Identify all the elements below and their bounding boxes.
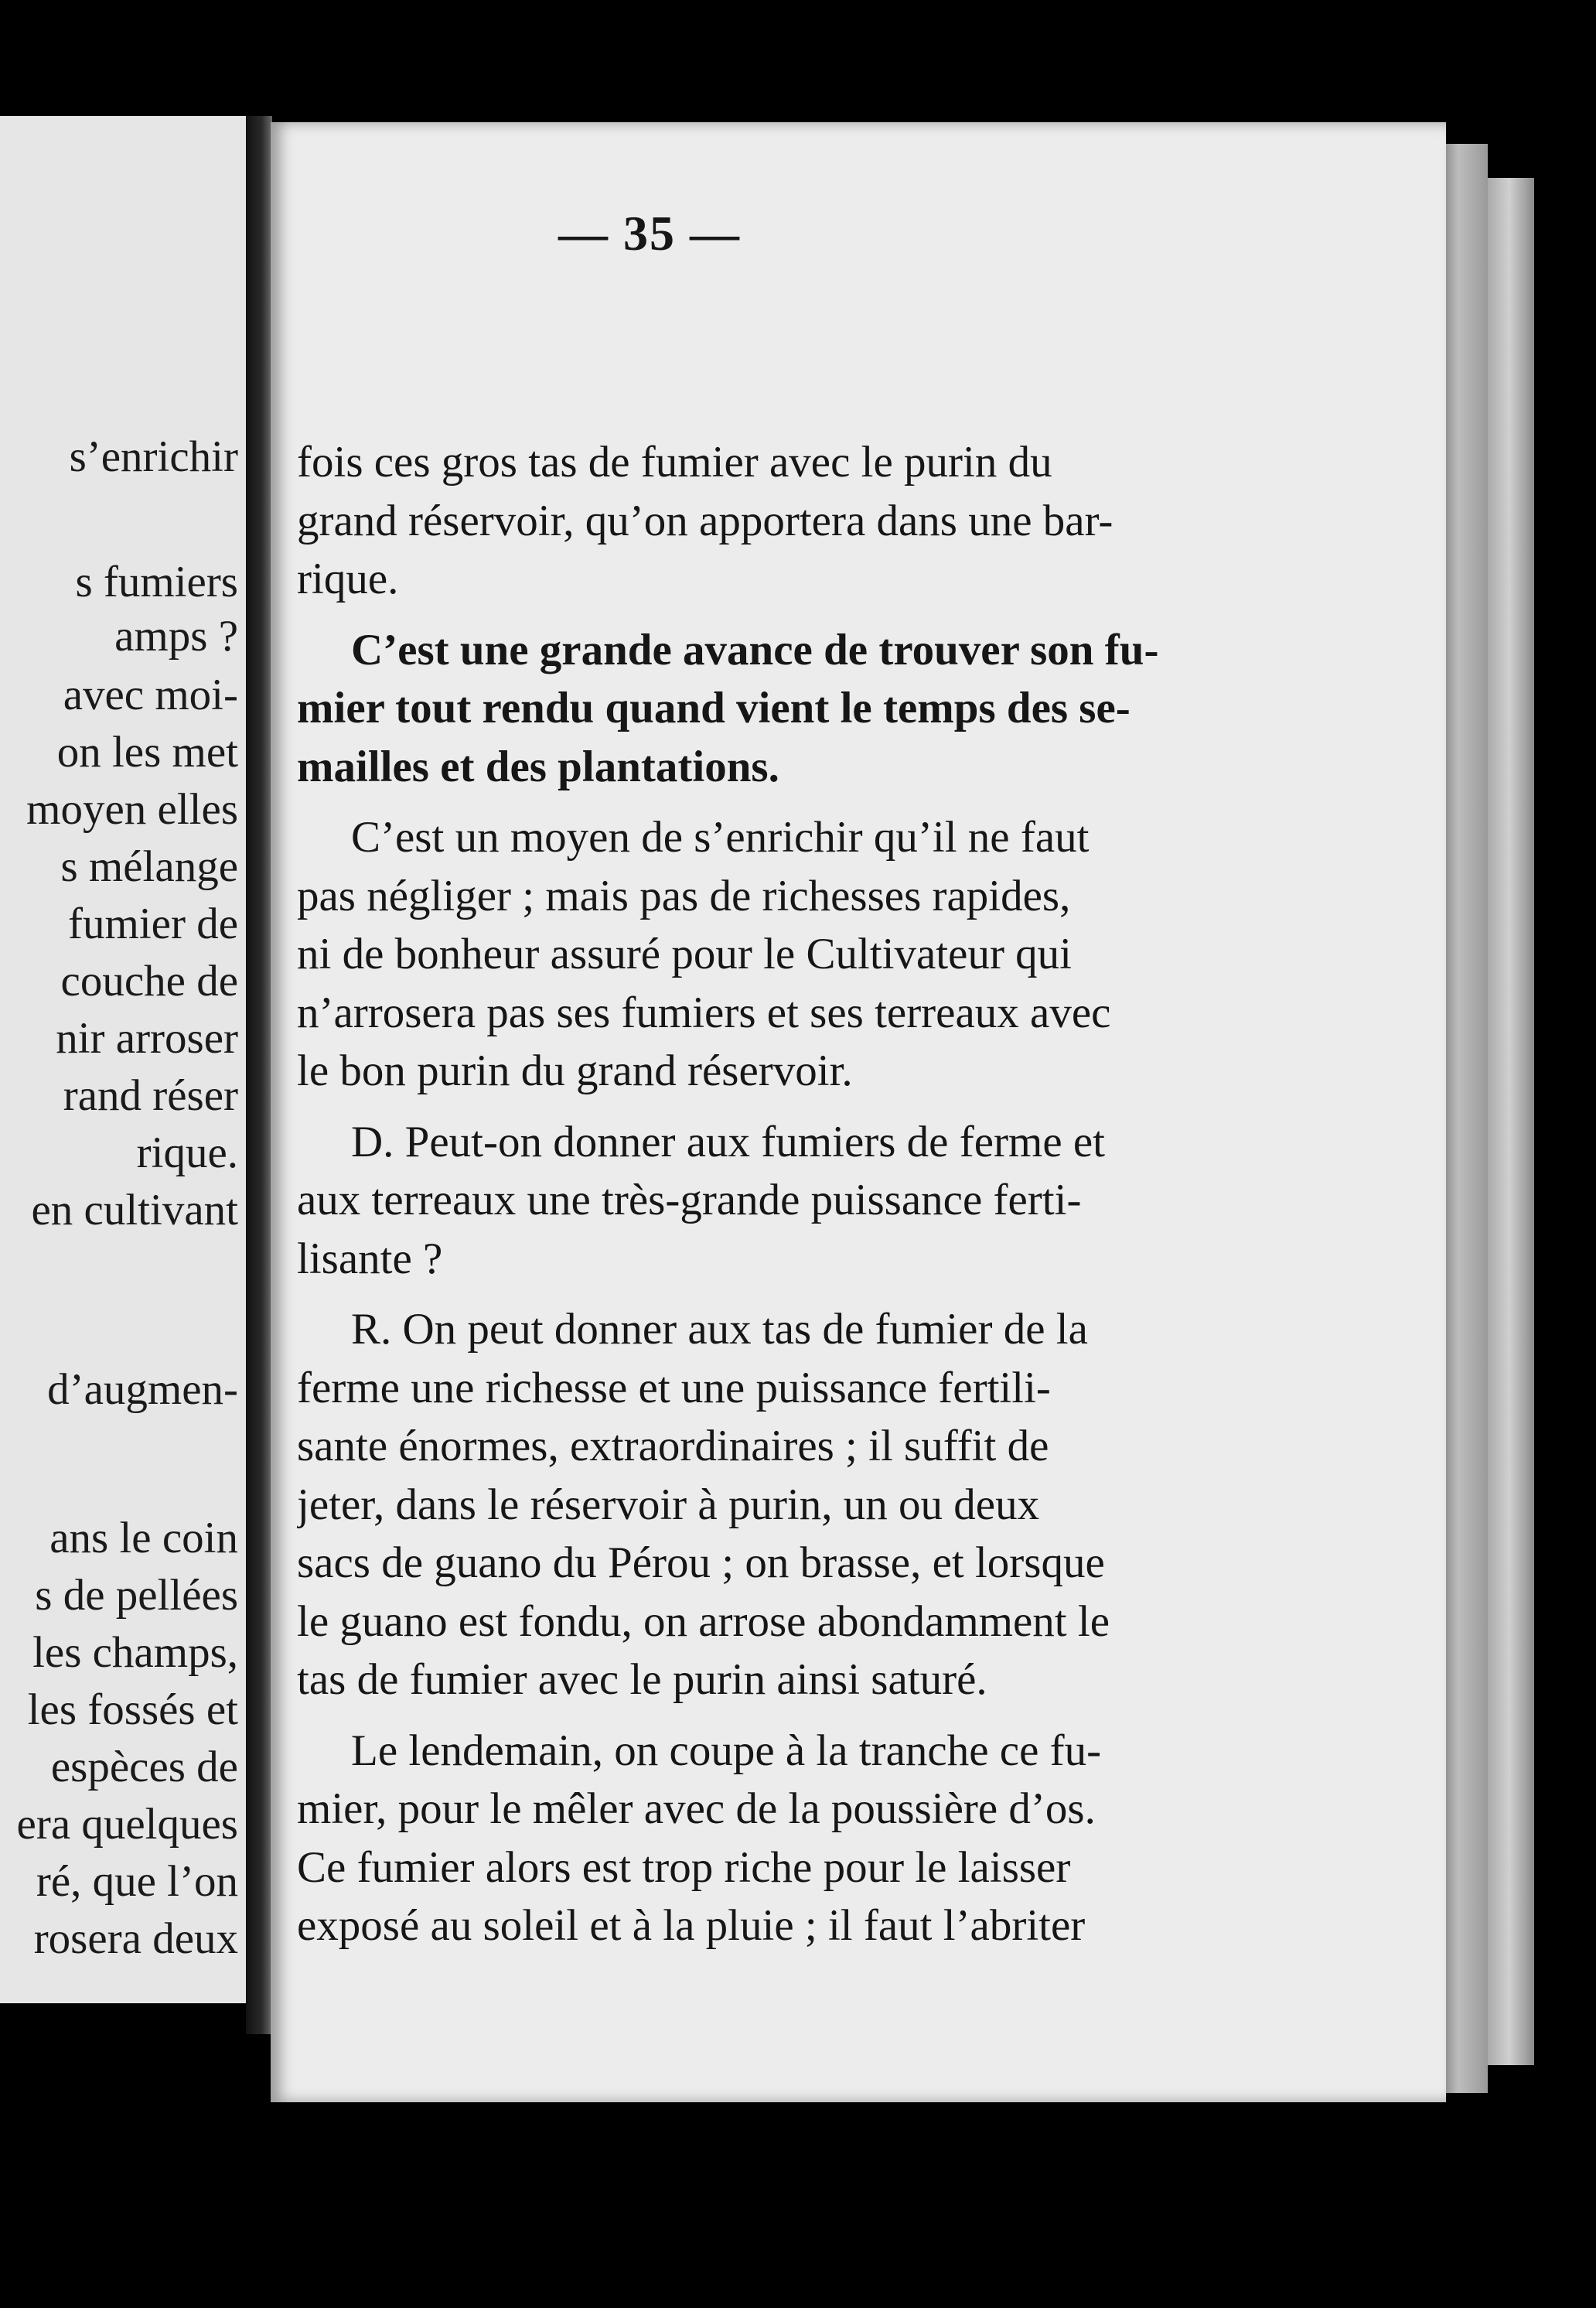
text-line: jeter, dans le réservoir à purin, un ou deux — [297, 1480, 1040, 1529]
text-line: ni de bonheur assuré pour le Cultivateur qui — [297, 930, 1073, 978]
page-body-text — [297, 433, 1279, 1955]
text-line: lisante ? — [297, 1234, 443, 1283]
page-number: — 35 — — [558, 206, 741, 261]
previous-page — [0, 116, 252, 2003]
left-page-line: les champs, — [32, 1628, 238, 1677]
left-page-line: amps ? — [114, 612, 238, 661]
book-gutter — [246, 116, 272, 2034]
text-line: n’arrosera pas ses fumiers et ses terreaux avec — [297, 988, 1111, 1037]
left-page-line: on les met — [56, 728, 238, 777]
text-line: sante énormes, extraordinaires ; il suffit de — [297, 1422, 1049, 1470]
text-line: exposé au soleil et à la pluie ; il faut l’abriter — [297, 1901, 1086, 1950]
paragraph — [297, 621, 1279, 797]
text-line: le guano est fondu, on arrose abondamment le — [297, 1596, 1110, 1646]
text-line: pas négliger ; mais pas de richesses rapides, — [297, 871, 1071, 920]
text-line: sacs de guano du Pérou ; on brasse, et lorsque — [297, 1538, 1105, 1587]
left-page-line: les fossés et — [27, 1685, 238, 1734]
paragraph — [297, 1113, 1279, 1289]
left-page-line: nir arroser — [56, 1014, 238, 1063]
left-page-line: s fumiers — [75, 558, 238, 606]
left-page-line: fumier de — [68, 900, 238, 948]
left-page-line: espèces de — [50, 1743, 238, 1791]
left-page-line: couche de — [60, 957, 238, 1005]
text-line: ferme une richesse et une puissance fertili- — [297, 1363, 1051, 1412]
left-page-line: d’augmen- — [47, 1365, 238, 1414]
text-line: mailles et des plantations. — [297, 742, 779, 791]
text-line: C’est un moyen de s’enrichir qu’il ne faut — [351, 813, 1090, 862]
left-page-line: ans le coin — [49, 1514, 238, 1562]
left-page-line: s’enrichir — [69, 432, 238, 481]
left-page-line: avec moi- — [63, 671, 238, 719]
paragraph — [297, 1722, 1279, 1955]
text-line: C’est une grande avance de trouver son fu- — [351, 625, 1159, 674]
left-page-line: ré, que l’on — [36, 1857, 238, 1906]
left-page-line: s mélange — [60, 842, 238, 891]
left-page-line: s de pellées — [35, 1571, 238, 1620]
text-line: aux terreaux une très-grande puissance ferti- — [297, 1176, 1082, 1224]
paragraph — [297, 1300, 1279, 1709]
text-line: rique. — [297, 555, 399, 603]
paragraph — [297, 808, 1279, 1101]
left-page-line: rique. — [136, 1128, 238, 1177]
text-line: Le lendemain, on coupe à la tranche ce fu- — [351, 1726, 1102, 1775]
text-line: grand réservoir, qu’on apportera dans une bar- — [297, 496, 1113, 545]
text-line: R. On peut donner aux tas de fumier de la — [351, 1305, 1088, 1354]
text-line: D. Peut-on donner aux fumiers de ferme et — [351, 1117, 1106, 1166]
paragraph — [297, 433, 1279, 609]
text-line: fois ces gros tas de fumier avec le purin du — [297, 438, 1052, 487]
text-line: le bon purin du grand réservoir. — [297, 1046, 853, 1095]
left-page-line: en cultivant — [31, 1186, 238, 1234]
left-page-line: era quelques — [16, 1800, 238, 1849]
left-page-line: rosera deux — [33, 1914, 238, 1963]
left-page-line: moyen elles — [26, 785, 238, 834]
back-page-edge — [1485, 178, 1534, 2065]
text-line: tas de fumier avec le purin ainsi saturé. — [297, 1655, 987, 1704]
text-line: mier, pour le mêler avec de la poussière d’os. — [297, 1784, 1096, 1833]
text-line: Ce fumier alors est trop riche pour le laisser — [297, 1842, 1071, 1892]
text-line: mier tout rendu quand vient le temps des se- — [297, 684, 1130, 732]
left-page-line: rand réser — [63, 1071, 238, 1120]
